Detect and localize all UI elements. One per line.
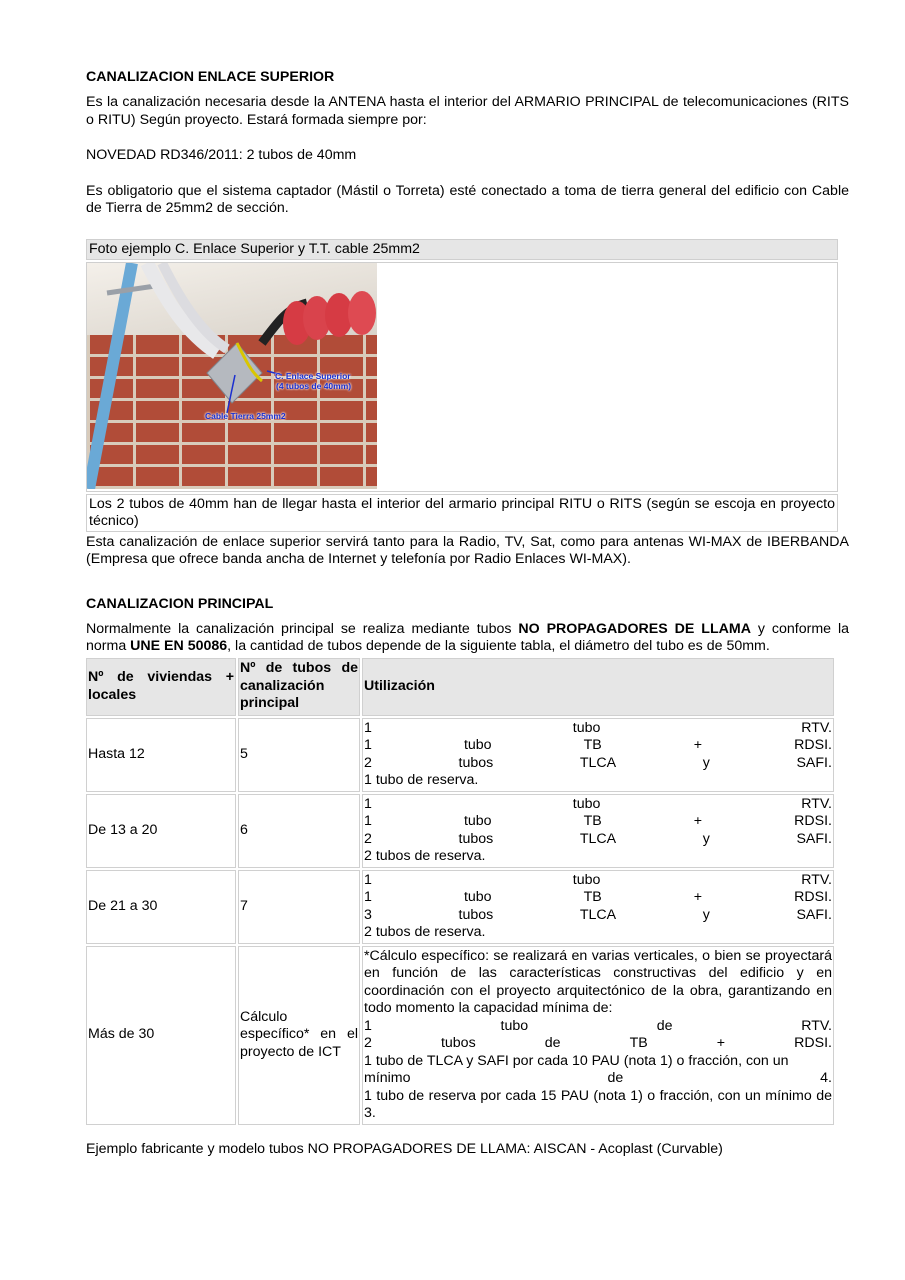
utilizacion-line	[364, 737, 832, 755]
utilizacion-word: TLCA	[579, 830, 617, 847]
utilizacion-word: y	[702, 906, 710, 923]
utilizacion-word: tubo	[463, 889, 492, 905]
photo-caption: Foto ejemplo C. Enlace Superior y T.T. cable 25mm2	[86, 239, 838, 260]
utilizacion-word: y	[702, 830, 710, 847]
calculo-reserva: 1 tubo de reserva por cada 15 PAU (nota 1) o fracción, con un mínimo de 3.	[364, 1087, 832, 1121]
cell-utilizacion	[362, 870, 834, 944]
utilizacion-word: SAFI.	[796, 906, 832, 923]
paragraph-uso-superior: Esta canalización de enlace superior servirá tanto para la Radio, TV, Sat, como para antenas WI-MAX de IBERBANDA (Empresa que ofrece banda ancha de Internet y telefonía por Radio Enlaces WI-MAX).	[86, 533, 849, 567]
header-tubos-text: Nº de tubos de canalización principal	[240, 660, 358, 712]
utilizacion-word: 1	[364, 871, 372, 888]
paragraph-intro-superior: Es la canalización necesaria desde la ANTENA hasta el interior del ARMARIO PRINCIPAL de telecomunicaciones (RITS o RITU) Según proyecto. Estará formada siempre por:	[86, 94, 849, 128]
utilizacion-word: TLCA	[579, 754, 617, 771]
calculo-line-rdsi	[364, 1035, 832, 1053]
utilizacion-word: TB	[583, 737, 602, 753]
paragraph-tierra: Es obligatorio que el sistema captador (Mástil o Torreta) esté conectado a toma de tierra general del edificio con Cable de Tierra de 25mm2 de sección.	[86, 182, 849, 216]
utilizacion-word: +	[693, 813, 703, 829]
intro-bold-norma: UNE EN 50086	[130, 638, 228, 654]
table-row-mas-de-30	[86, 946, 834, 1125]
utilizacion-word: tubo	[572, 871, 601, 888]
utilizacion-word: y	[702, 754, 710, 771]
calculo-word: +	[716, 1035, 726, 1051]
heading-enlace-superior: CANALIZACION ENLACE SUPERIOR	[86, 69, 335, 85]
cell-tubos: 6	[238, 794, 360, 868]
calculo-word: 4.	[820, 1070, 832, 1086]
calculo-line-rtv	[364, 1018, 832, 1036]
utilizacion-word: RTV.	[801, 871, 832, 888]
utilizacion-word: 3	[364, 906, 372, 923]
utilizacion-word: tubo	[463, 813, 492, 829]
utilizacion-line	[364, 831, 832, 849]
utilizacion-word: tubo	[463, 737, 492, 753]
calculo-word: de	[544, 1035, 561, 1051]
utilizacion-word: tubo	[572, 795, 601, 812]
calculo-word: RTV.	[801, 1017, 832, 1034]
utilizacion-word: TB	[583, 813, 602, 829]
table-row	[86, 794, 834, 868]
cell-viviendas: De 13 a 20	[86, 794, 236, 868]
photo-label-enlace-line2: (4 tubos de 40mm)	[276, 380, 352, 391]
utilizacion-word: 2	[364, 830, 372, 847]
utilizacion-word: 1	[364, 813, 372, 829]
cell-utilizacion	[362, 794, 834, 868]
intro-text-c: y conforme la norma	[86, 620, 850, 654]
utilizacion-word: 1	[364, 737, 372, 753]
tubes-table-body	[86, 718, 834, 1125]
utilizacion-word: RTV.	[801, 719, 832, 736]
utilizacion-line	[364, 907, 832, 925]
cell-viviendas: Hasta 12	[86, 718, 236, 792]
utilizacion-word: RDSI.	[794, 737, 832, 753]
tubes-table	[84, 656, 836, 1127]
table-row	[86, 870, 834, 944]
paragraph-novedad: NOVEDAD RD346/2011: 2 tubos de 40mm	[86, 147, 357, 163]
calculo-word: mínimo	[364, 1070, 411, 1086]
utilizacion-line	[364, 796, 832, 814]
utilizacion-word: RTV.	[801, 795, 832, 812]
utilizacion-word: TB	[583, 889, 602, 905]
document-page	[86, 68, 849, 1158]
utilizacion-word: 1	[364, 795, 372, 812]
utilizacion-line	[364, 720, 832, 738]
heading-canalizacion-principal: CANALIZACION PRINCIPAL	[86, 595, 274, 612]
intro-text-a: Normalmente la canalización principal se realiza mediante tubos	[86, 620, 519, 637]
utilizacion-word: tubos	[458, 754, 494, 771]
calculo-parrafo: *Cálculo específico: se realizará en varias verticales, o bien se proyectará en función de las características constructivas del edificio y en coordinación con el proyecto arquitectónico de la obra, garantizando en todo momento la capacidad mínima de:	[364, 947, 832, 1016]
header-tubos	[238, 658, 360, 716]
photo-label-enlace	[275, 371, 351, 391]
utilizacion-reserva: 2 tubos de reserva.	[364, 848, 486, 864]
utilizacion-word: tubos	[458, 830, 494, 847]
intro-bold-no-propagadores: NO PROPAGADORES DE LLAMA	[518, 620, 751, 637]
cell-viviendas: De 21 a 30	[86, 870, 236, 944]
cell-tubos: Cálculo específico* en el proyecto de ICT	[238, 946, 360, 1125]
photo-label-tierra: Cable Tierra 25mm2	[205, 410, 286, 421]
utilizacion-word: RDSI.	[794, 813, 832, 829]
photo-cell	[86, 262, 838, 492]
header-utilizacion: Utilización	[362, 658, 834, 716]
calculo-minimo	[364, 1070, 832, 1088]
utilizacion-word: SAFI.	[796, 830, 832, 847]
photo-note: Los 2 tubos de 40mm han de llegar hasta el interior del armario principal RITU o RITS (según se escoja en proyecto técnico)	[86, 494, 838, 532]
utilizacion-word: tubo	[572, 719, 601, 736]
utilizacion-word: 1	[364, 719, 372, 736]
utilizacion-reserva: 1 tubo de reserva.	[364, 772, 479, 788]
utilizacion-word: TLCA	[579, 906, 617, 923]
utilizacion-line	[364, 755, 832, 773]
utilizacion-word: 2	[364, 754, 372, 771]
utilizacion-reserva: 2 tubos de reserva.	[364, 924, 486, 940]
paragraph-intro-principal	[86, 621, 849, 656]
photo-label-enlace-line1: C. Enlace Superior	[275, 370, 351, 381]
table-row	[86, 718, 834, 792]
cell-utilizacion-calculo	[362, 946, 834, 1125]
utilizacion-word: RDSI.	[794, 889, 832, 905]
utilizacion-line	[364, 889, 832, 907]
calculo-word: TB	[629, 1035, 648, 1051]
utilizacion-line	[364, 872, 832, 890]
paragraph-fabricante: Ejemplo fabricante y modelo tubos NO PROPAGADORES DE LLAMA: AISCAN - Acoplast (Curvable)	[86, 1140, 723, 1157]
utilizacion-word: 1	[364, 889, 372, 905]
cell-tubos: 5	[238, 718, 360, 792]
intro-text-e: , la cantidad de tubos depende de la siguiente tabla, el diámetro del tubo es de 50mm.	[227, 638, 770, 654]
cell-utilizacion	[362, 718, 834, 792]
header-viviendas	[86, 658, 236, 716]
calculo-word: RDSI.	[794, 1035, 832, 1051]
calculo-word: de	[607, 1070, 624, 1086]
photo-table	[86, 237, 838, 534]
calculo-word: 2	[364, 1035, 372, 1051]
calculo-tlca: 1 tubo de TLCA y SAFI por cada 10 PAU (nota 1) o fracción, con un	[364, 1052, 789, 1069]
installation-photo	[87, 263, 377, 489]
utilizacion-word: tubos	[458, 906, 494, 923]
header-viviendas-text: Nº de viviendas + locales	[88, 669, 234, 703]
utilizacion-word: +	[693, 737, 703, 753]
calculo-word: 1	[364, 1017, 372, 1034]
utilizacion-line	[364, 813, 832, 831]
calculo-word: tubos	[440, 1035, 476, 1051]
calculo-word: tubo	[500, 1017, 529, 1034]
cell-viviendas: Más de 30	[86, 946, 236, 1125]
utilizacion-word: +	[693, 889, 703, 905]
cell-tubos: 7	[238, 870, 360, 944]
utilizacion-word: SAFI.	[796, 754, 832, 771]
calculo-word: de	[656, 1017, 673, 1034]
